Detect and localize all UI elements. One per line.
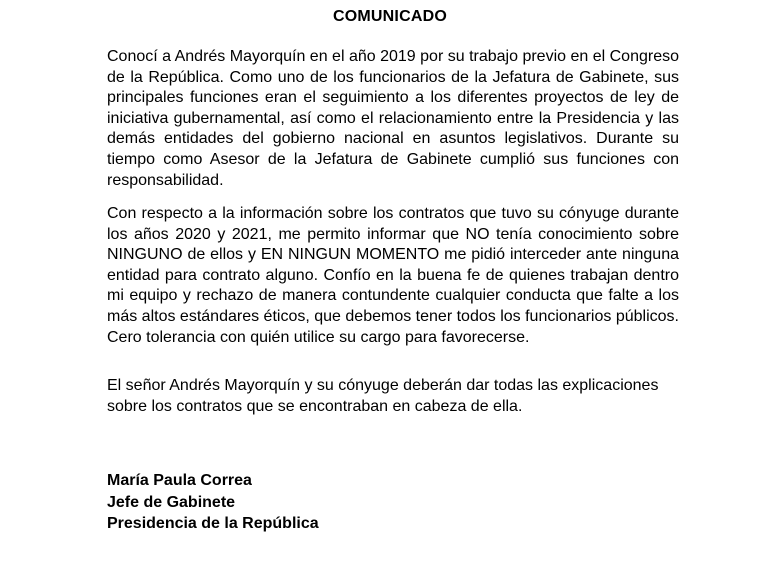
paragraph-explanations: El señor Andrés Mayorquín y su cónyuge deberán dar todas las explicaciones sobre los contratos que se encontraban en cabeza de ella. [107,377,659,415]
paragraph-contracts: Con respecto a la información sobre los contratos que tuvo su cónyuge durante los años 2020 y 2021, me permito informar que NO tenía conocimiento sobre NINGUNO de ellos y EN NINGUN MOMENTO me pidió interceder ante ninguna entidad para contrato alguno. Confío en la buena fe de quienes trabajan dentro mi equipo y rechazo de manera contundente cualquier conducta que falte a los más altos estándares éticos, que debemos tener todos los funcionarios públicos. Cero tolerancia con quién utilice su cargo para favorecerse. [107,205,679,346]
signature-block [107,470,319,535]
signature-position: Jefe de Gabinete [107,493,236,511]
signature-name: María Paula Correa [107,472,252,489]
signature-organization: Presidencia de la República [107,515,319,532]
paragraph-introduction: Conocí a Andrés Mayorquín en el año 2019 por su trabajo previo en el Congreso de la República. Como uno de los funcionarios de la Jefatura de Gabinete, sus principales funciones eran el seguimiento a los diferentes proyectos de ley de iniciativa gubernamental, así como el relacionamiento entre la Presidencia y las demás entidades del gobierno nacional en asuntos legislativos. Durante su tiempo como Asesor de la Jefatura de Gabinete cumplió sus funciones con responsabilidad. [107,48,679,189]
document-title: COMUNICADO [333,8,447,25]
